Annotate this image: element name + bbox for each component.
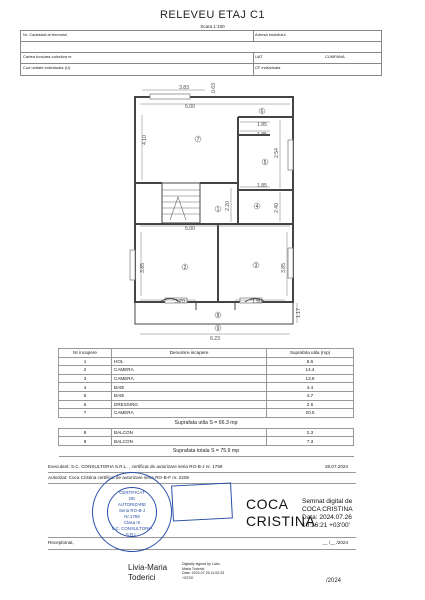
room-7-marker: 7 <box>196 137 200 143</box>
table-row: 3 CAMERA 13.9 <box>59 374 354 383</box>
receptionat-date: __ /__ /2024 <box>322 540 348 545</box>
utila-total-row <box>59 417 354 428</box>
carte-funciara-label: Cartea funciara colectiva nr <box>23 54 72 59</box>
staircase <box>162 183 200 223</box>
cf-label: CF individuala <box>255 65 281 70</box>
nr-cadastral-label: Nr. Cadastral al terenului <box>23 32 68 37</box>
dim-balcony-w2: 1.50 <box>252 299 262 305</box>
cod-unitate-label: Cod unitate individuala (U) <box>23 65 71 70</box>
room-6-marker: 6 <box>260 109 264 115</box>
authorization-stamp: CERTIFICAT DE AUTORIZARE Seria RO-B-J Nr.1759 Clasa III S.C. CONSULTORIA S.R.L. <box>92 472 172 552</box>
table-header: Nr incapere Denumire incapere Suprafata utila (mp) <box>59 349 354 358</box>
dim-balcony-h: 1.17 <box>296 308 302 318</box>
receptionat-line <box>48 540 356 545</box>
dim-top-left: 3.83 <box>179 85 189 91</box>
dim-r5-h: 2.54 <box>274 148 280 158</box>
room-3-marker: 3 <box>254 263 258 269</box>
table-row: 8 BALCON 2.3 <box>59 428 354 437</box>
rooms-table <box>58 348 354 457</box>
balcony-outline <box>135 302 293 324</box>
dim-hall-h: 2.20 <box>225 201 231 211</box>
room-8-marker: 8 <box>216 313 220 319</box>
executant-text: Executant: S.C. CONSULTORIA S.R.L. , certificat de autorizare seria RO-B-J nr. 1759 <box>48 464 223 469</box>
outer-wall <box>135 97 293 302</box>
dim-width-upper: 5.00 <box>185 104 195 110</box>
totala-total: Suprafata totala S = 75.9 mp <box>59 445 354 456</box>
scale-label: Scara 1:100 <box>200 24 225 29</box>
table-row: 4 BAIE 4.4 <box>59 383 354 392</box>
dim-right-lower-h: 3.85 <box>281 263 287 273</box>
room-4-marker: 4 <box>255 204 259 210</box>
bottom-date: /2024 <box>326 578 342 584</box>
totala-total-row <box>59 445 354 456</box>
room-1-marker: 1 <box>216 207 220 213</box>
dim-total-w: 6.23 <box>210 336 220 342</box>
executant-date: 26.07.2024 <box>325 464 348 469</box>
autorizat-line: Autorizat: Coca Cristina certificat de autorizare seria RO-B-F nr. 2208 <box>48 475 189 480</box>
signature-name-1: COCA <box>246 496 289 512</box>
table-row: 2 CAMERA 14.4 <box>59 366 354 375</box>
table-row: 5 BAIE 4.7 <box>59 391 354 400</box>
table-row: 9 BALCON 7.3 <box>59 437 354 446</box>
uat-label: UAT <box>255 54 263 59</box>
room-9-marker: 9 <box>216 326 220 332</box>
uat-value: CUMPANA <box>325 54 345 59</box>
dim-left-height: 4.10 <box>142 135 148 145</box>
floor-plan <box>0 78 425 348</box>
livia-digital-block: Digitally signed by Livia- Maria Toderici Date: 2024.07.26 11:02:33 +03'00' <box>182 562 225 580</box>
dim-width-mid: 5.00 <box>185 226 195 232</box>
digital-signature-block: Semnat digital de COCA CRISTINA Data: 2024.07.26 10:16:21 +03'00' <box>302 498 353 529</box>
rectangular-stamp <box>171 482 233 521</box>
dim-balcony-w1: 3.70 <box>175 299 185 305</box>
table-row: 1 HOL 5.6 <box>59 357 354 366</box>
livia-signature-name: Livia-Maria Toderici <box>128 563 168 582</box>
receptionat-label: Receptionat, <box>48 540 74 545</box>
executant-line <box>48 464 356 469</box>
page-title: RELEVEU ETAJ C1 <box>159 9 266 21</box>
table-row: 6 DRESSING 2.6 <box>59 400 354 409</box>
room-2-marker: 2 <box>183 265 187 271</box>
adresa-label: Adresa imobilului <box>255 32 286 37</box>
dim-r6-w1: 1.85 <box>257 122 267 128</box>
dim-left-lower-h: 3.85 <box>140 263 146 273</box>
dim-top-right: 0.63 <box>211 83 217 93</box>
dim-r4-h: 2.40 <box>274 203 280 213</box>
dim-r5-w: 1.85 <box>257 183 267 189</box>
utila-total: Suprafata utila S = 66.3 mp <box>59 417 354 428</box>
signature-name-2: CRISTINA <box>246 513 316 529</box>
room-5-marker: 5 <box>263 160 267 166</box>
dim-r6-w2: 1.85 <box>257 132 267 138</box>
table-row: 7 CAMERA 20.5 <box>59 409 354 418</box>
header-grid <box>20 30 382 76</box>
